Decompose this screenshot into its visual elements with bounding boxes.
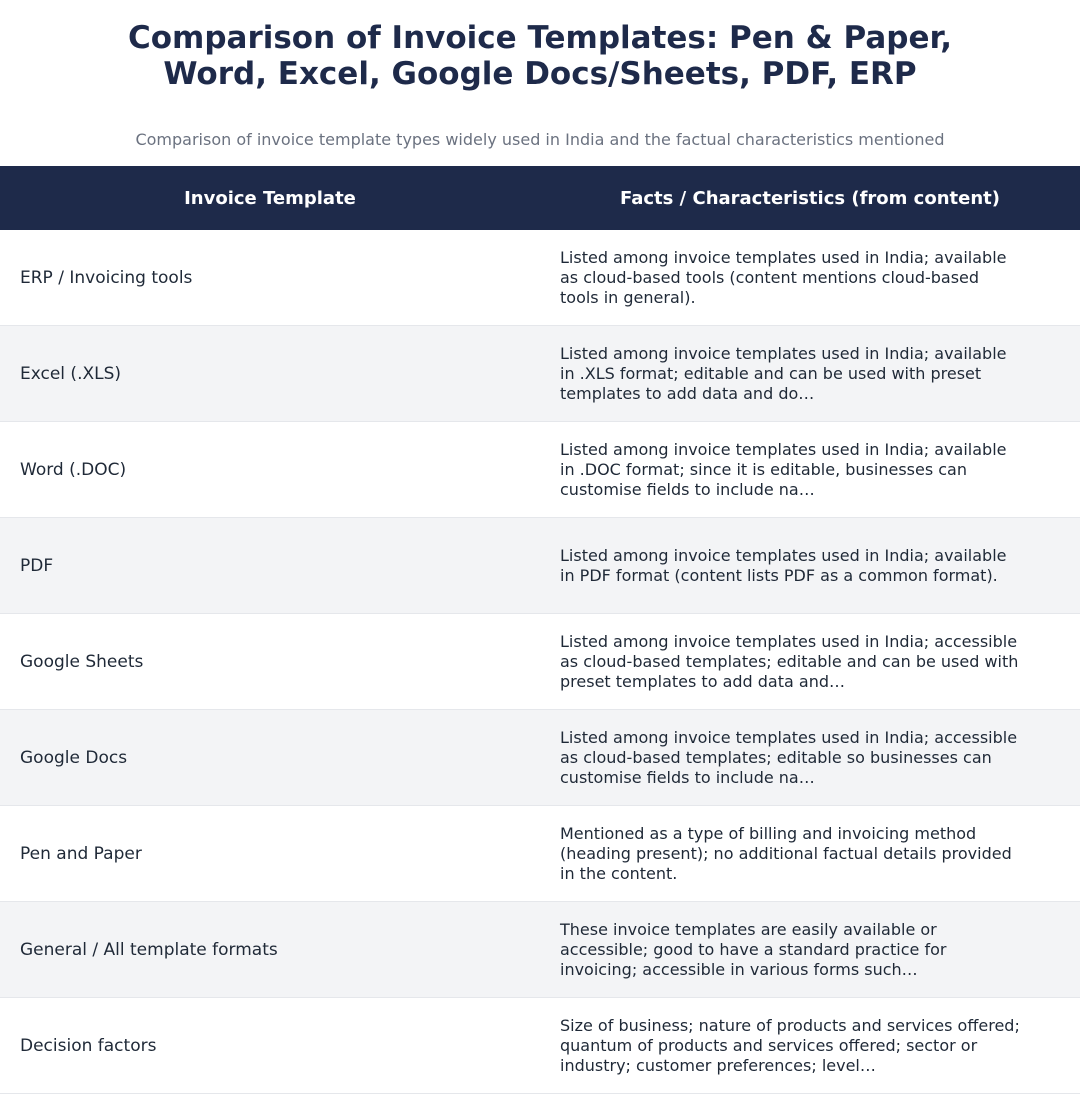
table-row <box>0 998 1080 1094</box>
table-row <box>0 710 1080 806</box>
page-subtitle: Comparison of invoice template types widely used in India and the factual characteristics mentioned <box>135 130 945 149</box>
table-header <box>0 166 1080 230</box>
template-cell: Google Docs <box>20 747 128 768</box>
table-row <box>0 614 1080 710</box>
page-title-line-2: Word, Excel, Google Docs/Sheets, PDF, ERP <box>163 56 917 92</box>
table-row <box>0 806 1080 902</box>
facts-cell: Listed among invoice templates used in India; accessible as cloud-based templates; editable and can be used with preset templates to add data and… <box>560 631 1019 691</box>
table-row <box>0 902 1080 998</box>
table-row <box>0 422 1080 518</box>
template-cell: General / All template formats <box>20 939 278 960</box>
table-row <box>0 518 1080 614</box>
template-cell: Google Sheets <box>20 651 144 672</box>
template-cell: PDF <box>20 555 54 576</box>
column-header-facts: Facts / Characteristics (from content) <box>620 187 1000 209</box>
facts-cell: Listed among invoice templates used in India; available in PDF format (content lists PDF as a common format). <box>560 545 1007 585</box>
template-cell: Word (.DOC) <box>20 459 127 480</box>
facts-cell: Listed among invoice templates used in India; available in .XLS format; editable and can be used with preset templates to add data and do… <box>560 343 1007 403</box>
column-header-template: Invoice Template <box>184 187 356 209</box>
page-title <box>0 20 1080 92</box>
comparison-table <box>0 166 1080 1094</box>
table-row <box>0 230 1080 326</box>
facts-cell: These invoice templates are easily available or accessible; good to have a standard practice for invoicing; accessible in various forms such… <box>560 919 947 979</box>
facts-cell: Size of business; nature of products and services offered; quantum of products and services offered; sector or industry; customer preferences; level… <box>560 1015 1020 1075</box>
facts-cell: Mentioned as a type of billing and invoicing method (heading present); no additional factual details provided in the content. <box>560 823 1012 883</box>
facts-cell: Listed among invoice templates used in India; available as cloud-based tools (content mentions cloud-based tools in general). <box>560 247 1007 307</box>
template-cell: Excel (.XLS) <box>20 363 122 384</box>
table-row <box>0 326 1080 422</box>
template-cell: ERP / Invoicing tools <box>20 267 193 288</box>
facts-cell: Listed among invoice templates used in India; accessible as cloud-based templates; editable so businesses can customise fields to include na… <box>560 727 1018 787</box>
page-title-line-1: Comparison of Invoice Templates: Pen & Paper, <box>127 20 953 56</box>
template-cell: Decision factors <box>20 1035 157 1056</box>
template-cell: Pen and Paper <box>20 843 142 864</box>
facts-cell: Listed among invoice templates used in India; available in .DOC format; since it is editable, businesses can customise fields to include na… <box>560 439 1007 499</box>
